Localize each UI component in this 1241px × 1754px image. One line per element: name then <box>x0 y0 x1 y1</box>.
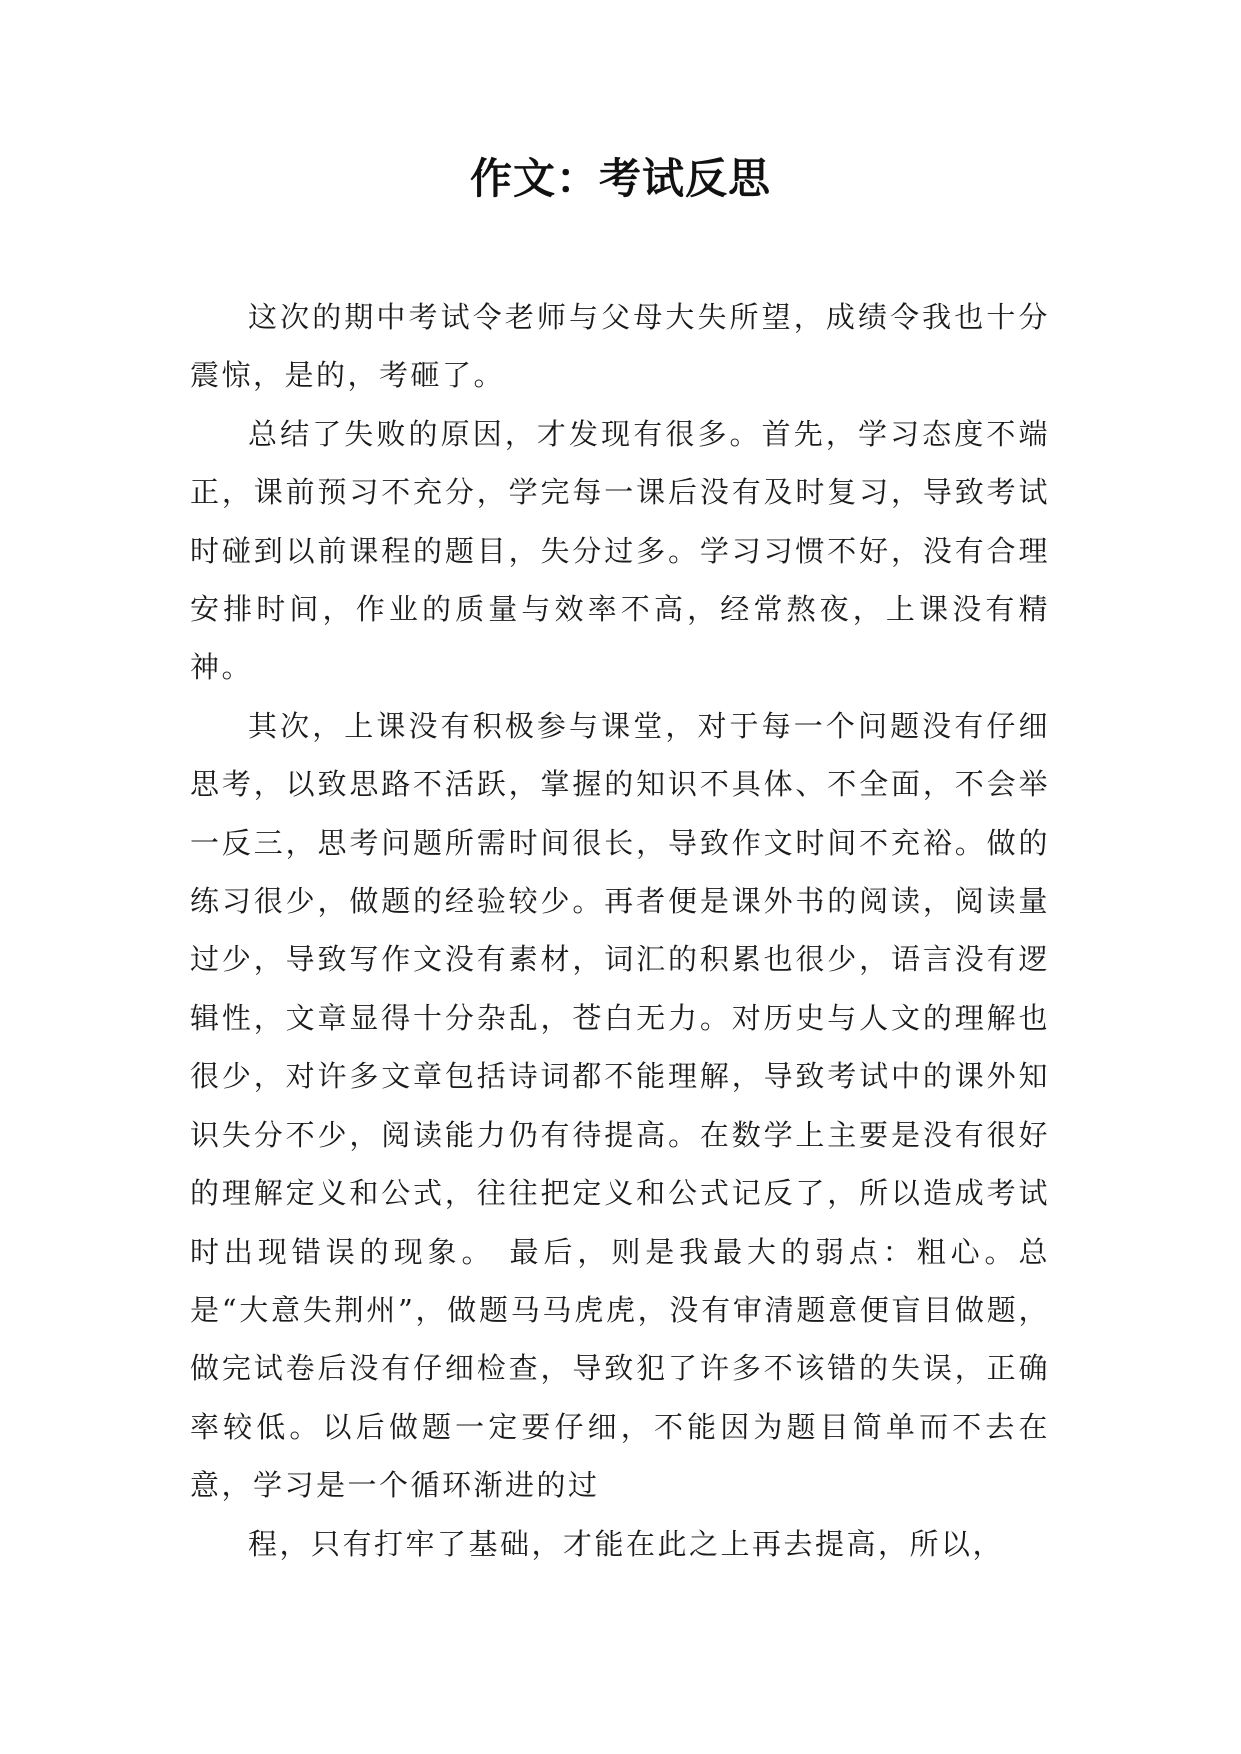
paragraph: 总结了失败的原因，才发现有很多。首先，学习态度不端正，课前预习不充分，学完每一课后没有及时复习，导致考试时碰到以前课程的题目，失分过多。学习习惯不好，没有合理安排时间，作业的质量与效率不高，经常熬夜，上课没有精神。 <box>190 416 1050 685</box>
paragraph: 其次，上课没有积极参与课堂，对于每一个问题没有仔细思考，以致思路不活跃，掌握的知识不具体、不全面，不会举一反三，思考问题所需时间很长，导致作文时间不充裕。做的练习很少，做题的经验较少。再者便是课外书的阅读，阅读量过少，导致写作文没有素材，词汇的积累也很少，语言没有逻辑性，文章显得十分杂乱，苍白无力。对历史与人文的理解也很少，对许多文章包括诗词都不能理解，导致考试中的课外知识失分不少，阅读能力仍有待提高。在数学上主要是没有很好的理解定义和公式，往往把定义和公式记反了，所以造成考试时出现错误的现象。 最后，则是我最大的弱点：粗心。总是“大意失荆州”，做题马马虎虎，没有审清题意便盲目做题，做完试卷后没有仔细检查，导致犯了许多不该错的失误，正确率较低。以后做题一定要仔细，不能因为题目简单而不去在意，学习是一个循环渐进的过 <box>190 708 1050 1503</box>
document-body <box>190 288 1050 1573</box>
paragraph: 这次的期中考试令老师与父母大失所望，成绩令我也十分震惊，是的，考砸了。 <box>190 300 1050 393</box>
document-title: 作文：考试反思 <box>469 154 771 203</box>
paragraph: 程，只有打牢了基础，才能在此之上再去提高，所以， <box>248 1526 1005 1561</box>
